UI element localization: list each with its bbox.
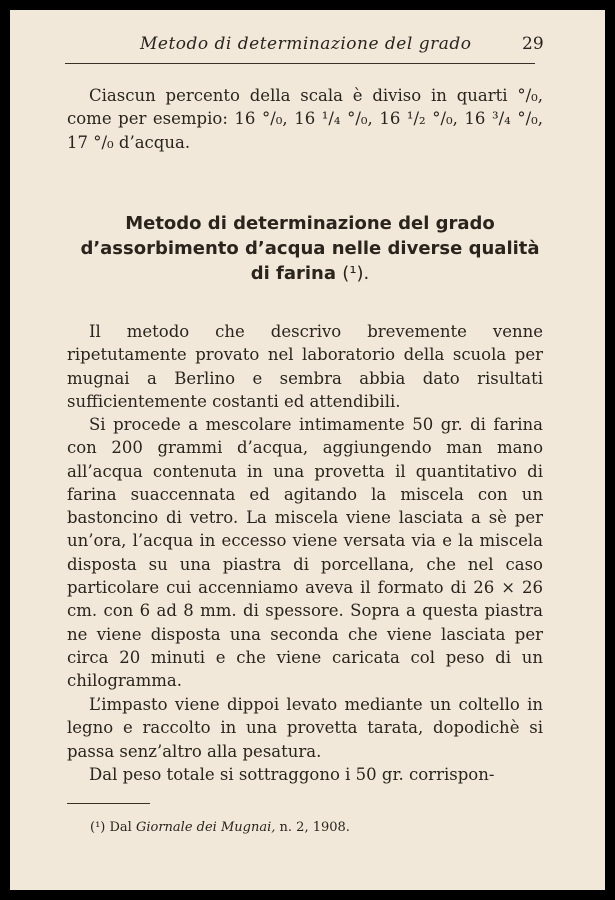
page-number: 29 [522,34,544,54]
section-title [70,211,550,286]
section-title-line-3: di farina [250,263,337,284]
body-paragraph-3: L’impasto viene dippoi levato mediante un coltello in legno e raccolto in una provetta tarata, dopodichè si passa senz’altro alla pesatura. [67,695,543,761]
section-title-line-2: d’assorbimento d’acqua nelle diverse qualità [80,238,540,259]
section-title-line-1: Metodo di determinazione del grado [125,213,495,234]
body-paragraph-4: Dal peso totale si sottraggono i 50 gr. corrispon- [89,765,495,784]
footnote [90,820,350,835]
section-title-footnote-ref: (¹). [342,263,370,284]
body-paragraph-1: Il metodo che descrivo brevemente venne ripetutamente provato nel laboratorio della scuola per mugnai a Berlino e sembra abbia dato risultati sufficientemente costanti ed attendibili. [67,322,543,411]
footnote-marker: (¹) Dal [90,820,132,835]
body-paragraph-2: Si procede a mescolare intimamente 50 gr. di farina con 200 grammi d’acqua, aggiungendo man mano all’acqua contenuta in una provetta il quantitativo di farina suaccennata ed agitando la miscela con un bastoncino di vetro. La miscela viene lasciata a sè per un’ora, l’acqua in eccesso viene versata via e la miscela disposta su una piastra di porcellana, che nel caso particolare cui accenniamo aveva il formato di 26 × 26 cm. con 6 ad 8 mm. di spessore. Sopra a questa piastra ne viene disposta una seconda che viene lasciata per circa 20 minuti e che viene caricata col peso di un chilogramma. [67,415,543,691]
running-header: Metodo di determinazione del grado [140,34,472,54]
footnote-rule [67,803,150,804]
header-rule [65,63,535,64]
footnote-source: Giornale dei Mugnai, [135,820,276,835]
footnote-details: n. 2, 1908. [279,820,350,835]
book-page [10,10,605,890]
intro-paragraph: Ciascun percento della scala è diviso in quarti °/₀, come per esempio: 16 °/₀, 16 ¹/₄ °/₀, 16 ¹/₂ °/₀, 16 ³/₄ °/₀, 17 °/₀ d’acqua. [67,86,543,152]
